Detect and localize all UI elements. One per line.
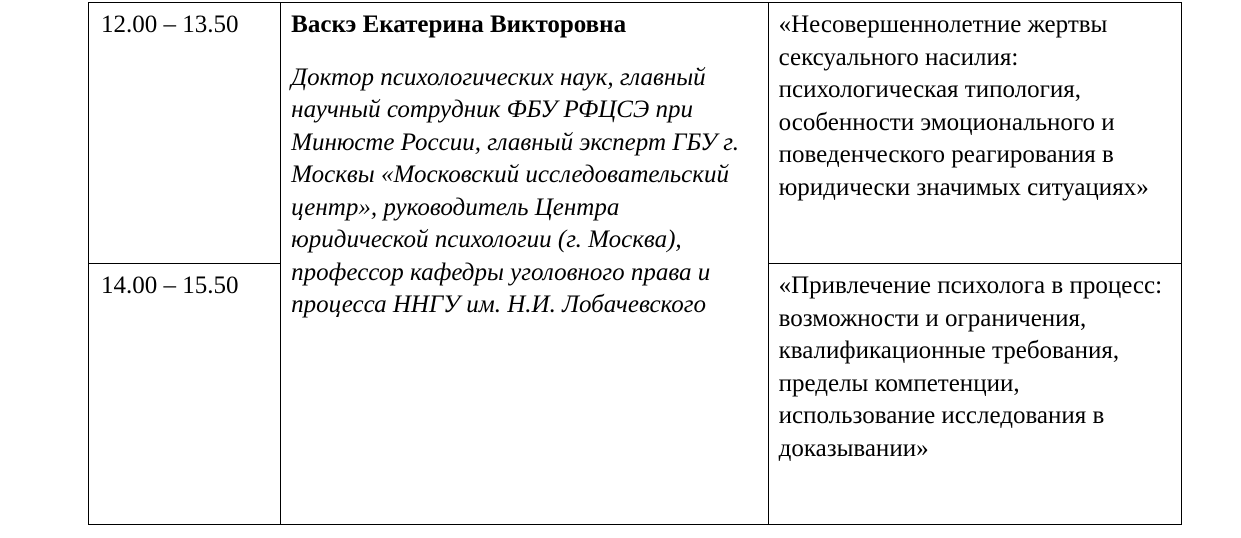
topic-title: «Привлечение психолога в процесс: возможности и ограничения, квалификационные требования, пределы компетенции, использование исследования в доказывании» <box>778 272 1163 462</box>
speaker-cell <box>281 3 768 525</box>
time-slot: 12.00 – 13.50 <box>101 11 239 38</box>
time-slot: 14.00 – 15.50 <box>101 272 239 299</box>
time-cell <box>89 3 281 264</box>
topic-cell <box>768 264 1181 525</box>
topic-title: «Несовершеннолетние жертвы сексуального насилия: психологическая типология, особенности эмоционального и поведенческого реагирования в юридически значимых ситуациях» <box>778 11 1149 201</box>
table-row <box>89 3 1182 264</box>
schedule-table <box>88 2 1182 525</box>
speaker-description: Доктор психологических наук, главный научный сотрудник ФБУ РФЦСЭ при Минюсте России, главный эксперт ГБУ г. Москвы «Московский исследовательский центр», руководитель Центра юридической психологии (г. Москва), профессор кафедры уголовного права и процесса ННГУ им. Н.И. Лобачевского <box>291 63 739 318</box>
time-cell <box>89 264 281 525</box>
topic-cell <box>768 3 1181 264</box>
speaker-name: Васкэ Екатерина Викторовна <box>291 11 627 38</box>
